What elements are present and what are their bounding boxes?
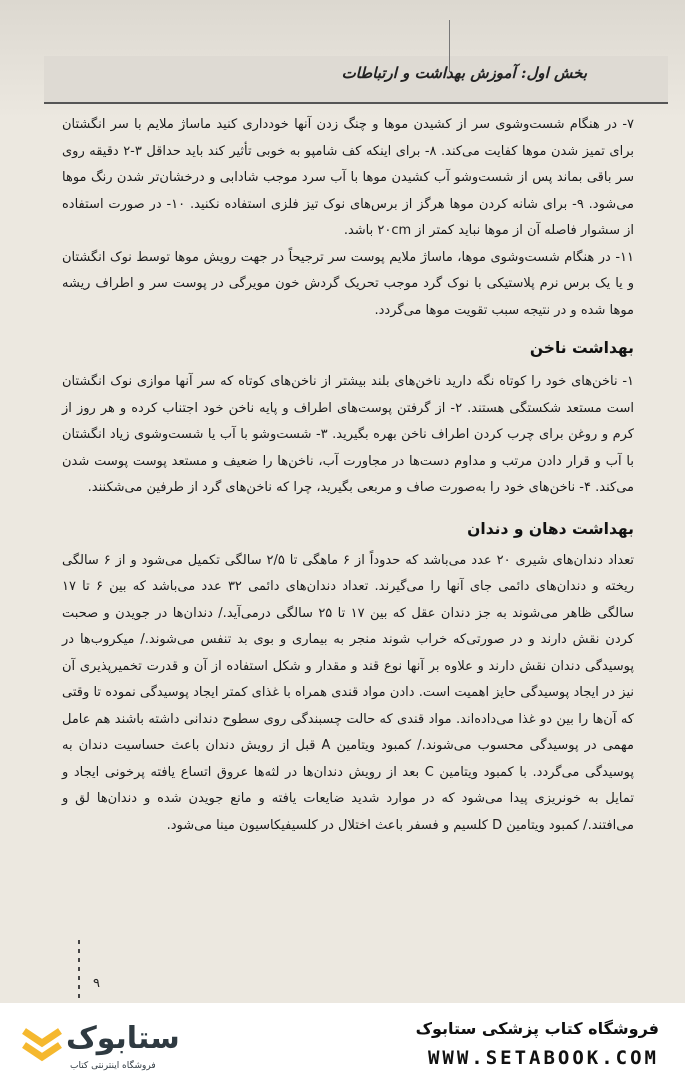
- page-number: ۹: [93, 976, 100, 991]
- margin-dashed-rule: [78, 940, 80, 1000]
- hair-care-paragraph-1: ۷- در هنگام شست‌وشوی سر از کشیدن موها و چنگ زدن آنها خودداری کنید ماساژ ملایم با سر انگشتان برای تمیز شدن موها کفایت می‌کند. ۸- برای اینکه کف شامپو به خوبی تأثیر کند باید حداقل ۳-۲ دقیقه روی سر باقی بماند پس از شست‌وشو آب کشیدن موها با آب سرد موجب شادابی و درخشان‌تر شدن رنگ موها می‌شود. ۹- برای شانه کردن موها هرگز از برس‌های نوک تیز فلزی استفاده نکنید. ۱۰- در صورت استفاده از سشوار فاصله آن از موها نباید کمتر از ۲۰cm باشد.: [62, 117, 634, 238]
- running-header-title: بخش اول: آموزش بهداشت و ارتباطات: [341, 64, 587, 82]
- hair-care-paragraph-2: ۱۱- در هنگام شست‌وشوی موها، ماساژ ملایم پوست سر ترجیحاً در جهت رویش موها توسط نوک انگشتان و یا یک برس نرم پلاستیکی با نوک گرد موجب تحریک گردش خون مویرگی در پوست سر و اطراف ریشه موها شده و در نتیجه سبب تقویت موها می‌گردد.: [62, 249, 634, 318]
- nail-hygiene-heading: بهداشت ناخن: [529, 339, 634, 357]
- chevron-logo-icon: [20, 1023, 64, 1067]
- page-body: [62, 112, 634, 839]
- oral-hygiene-paragraph: تعداد دندان‌های شیری ۲۰ عدد می‌باشد که حدوداً از ۶ ماهگی تا ۲/۵ سالگی تکمیل می‌شود و از ۶ سالگی ریخته و دندان‌های دائمی جای آنها را می‌گیرند. تعداد دندان‌های دائمی ۳۲ عدد می‌باشد که بین ۶ تا ۱۷ سالگی ظاهر می‌شوند به جز دندان عقل که بین ۱۷ تا ۲۵ سالگی درمی‌آید./ دندان‌ها در جویدن و صحبت کردن نقش دارند و در صورتی‌که خراب شوند منجر به بیماری و بوی بد تنفس می‌شوند./ میکروب‌ها در پوسیدگی دندان نقش دارند و علاوه بر آنها نوع قند و مقدار و شکل استفاده از آن و قدرت تخمیرپذیری آن نیز در ایجاد پوسیدگی حایز اهمیت است. دادن مواد قندی همراه با غذای کمتر ایجاد پوسیدگی نموده تا وقتی که آن‌ها را بین دو غذا می‌داده‌اند. مواد قندی که حالت چسبندگی روی سطوح دندانی داشته باشند هم عامل مهمی در پوسیدگی محسوب می‌شوند./ کمبود ویتامین A قبل از رویش دندان باعث حساسیت دندان به پوسیدگی می‌گردد. با کمبود ویتامین C بعد از رویش دندان‌ها در لثه‌ها عروق اتساع یافته پرخونی ایجاد و تمایل به خونریزی پیدا می‌شود که در موارد شدید ضایعات یافته و مانع جویدن شده و دندان‌ها لق و می‌افتند./ کمبود ویتامین D کلسیم و فسفر باعث اختلال در کلسیفیکاسیون مینا می‌شود.: [62, 552, 635, 833]
- store-name: فروشگاه کتاب پزشکی ستابوک: [415, 1019, 659, 1038]
- store-banner[interactable]: [0, 1003, 685, 1080]
- logo-tagline: فروشگاه اینترنتی کتاب: [70, 1061, 156, 1071]
- store-logo[interactable]: [20, 1015, 270, 1075]
- logo-wordmark: ستابوک: [66, 1021, 180, 1056]
- store-url-link[interactable]: WWW.SETABOOK.COM: [427, 1047, 659, 1069]
- nail-hygiene-paragraph: ۱- ناخن‌های خود را کوتاه نگه دارید ناخن‌های بلند بیشتر از ناخن‌های کوتاه که سر آنها موازی نوک انگشتان است مستعد شکستگی هستند. ۲- از گرفتن پوست‌های اطراف و پایه ناخن خود اجتناب کرده و هر روز از کرم و روغن برای چرب کردن اطراف ناخن بهره بگیرید. ۳- شست‌وشو با آب یا شست‌وشوی زیاد انگشتان با آب و قرار دادن مرتب و مداوم دست‌ها در مجاورت آب، ناخن‌ها را ضعیف و مستعد پوست پوست شدن می‌کند. ۴- ناخن‌های خود را به‌صورت صاف و مربعی بگیرید، چرا که ناخن‌های گرد از طرفین می‌شکنند.: [62, 374, 634, 495]
- header-rule: [44, 102, 668, 104]
- oral-hygiene-heading: بهداشت دهان و دندان: [467, 519, 634, 538]
